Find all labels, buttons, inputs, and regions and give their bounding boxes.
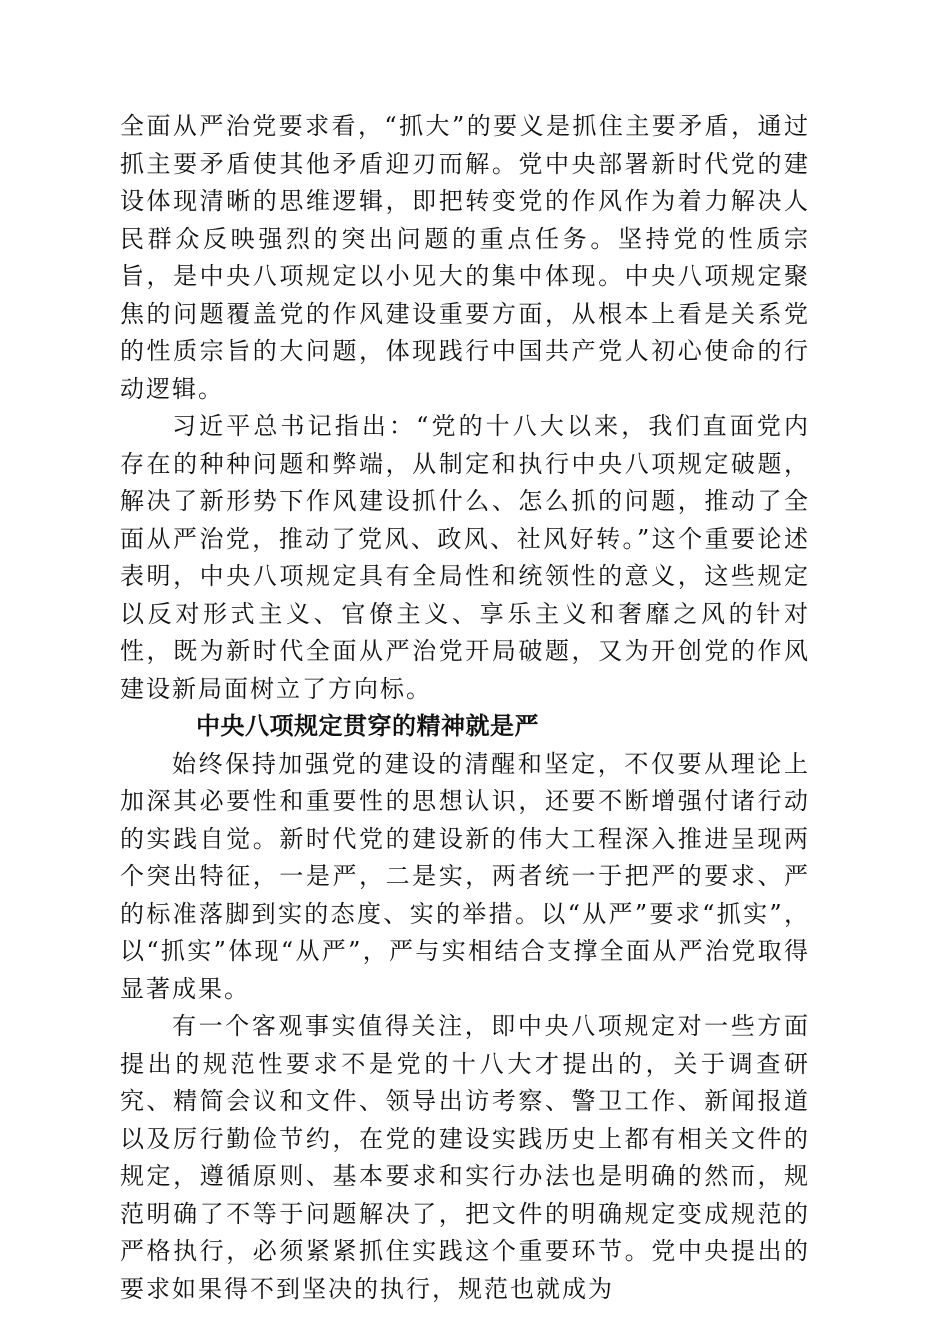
paragraph-2: 习近平总书记指出：“党的十八大以来，我们直面党内存在的种种问题和弊端，从制定和执行中央八项规定破题，解决了新形势下作风建设抓什么、怎么抓的问题，推动了全面从严治党，推动了党风、政风、社风好转。”这个重要论述表明，中央八项规定具有全局性和统领性的意义，这些规定以反对形式主义、官僚主义、享乐主义和奢靡之风的针对性，既为新时代全面从严治党开局破题，又为开创党的作风建设新局面树立了方向标。 [120, 412, 810, 703]
section-heading: 中央八项规定贯穿的精神就是严 [196, 712, 539, 740]
paragraph-1: 全面从严治党要求看，“抓大”的要义是抓住主要矛盾，通过抓主要矛盾使其他矛盾迎刃而解。党中央部署新时代党的建设体现清晰的思维逻辑，即把转变党的作风作为着力解决人民群众反映强烈的突出问题的重点任务。坚持党的性质宗旨，是中央八项规定以小见大的集中体现。中央八项规定聚焦的问题覆盖党的作风建设重要方面，从根本上看是关系党的性质宗旨的大问题，体现践行中国共产党人初心使命的行动逻辑。 [120, 112, 810, 403]
paragraph-4: 有一个客观事实值得关注，即中央八项规定对一些方面提出的规范性要求不是党的十八大才提出的，关于调查研究、精简会议和文件、领导出访考察、警卫工作、新闻报道以及厉行勤俭节约，在党的建设实践历史上都有相关文件的规定，遵循原则、基本要求和实行办法也是明确的然而，规范明确了不等于问题解决了，把文件的明确规定变成规范的严格执行，必须紧紧抓住实践这个重要环节。党中央提出的要求如果得不到坚决的执行，规范也就成为 [120, 1012, 810, 1303]
document-page [120, 108, 810, 1308]
paragraph-3: 始终保持加强党的建设的清醒和坚定，不仅要从理论上加深其必要性和重要性的思想认识，还要不断增强付诸行动的实践自觉。新时代党的建设新的伟大工程深入推进呈现两个突出特征，一是严，二是实，两者统一于把严的要求、严的标准落脚到实的态度、实的举措。以“从严”要求“抓实”，以“抓实”体现“从严”，严与实相结合支撑全面从严治党取得显著成果。 [120, 749, 810, 1003]
